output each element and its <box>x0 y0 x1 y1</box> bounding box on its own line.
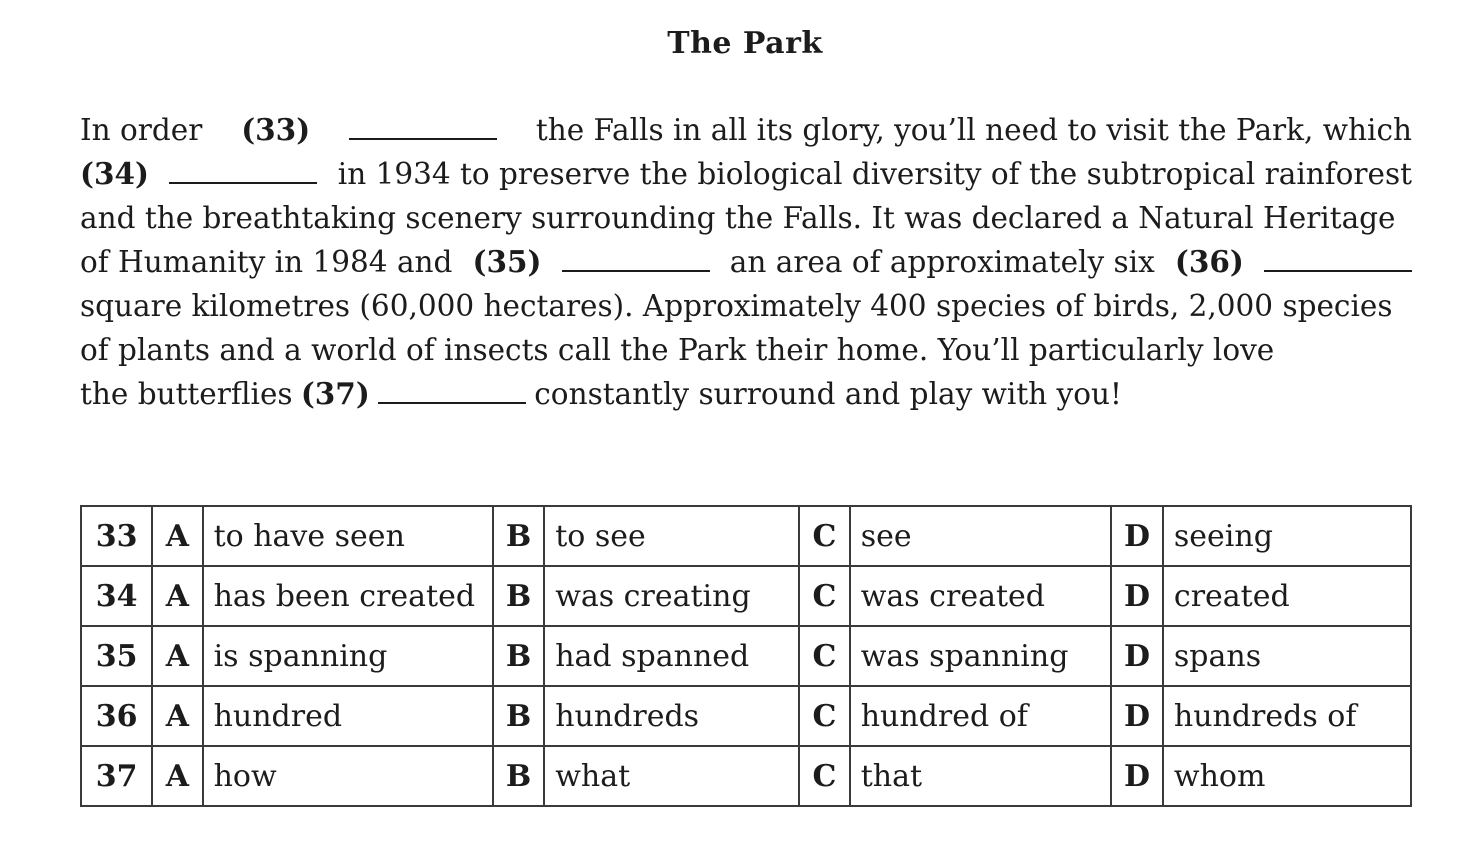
passage-text: In order <box>80 113 203 147</box>
gap-blank-33 <box>349 108 497 140</box>
option-letter-d: D <box>1111 686 1163 746</box>
option-d[interactable]: hundreds of <box>1163 686 1411 746</box>
option-letter-c: C <box>799 626 850 686</box>
gap-blank-37 <box>378 372 526 404</box>
option-letter-d: D <box>1111 626 1163 686</box>
option-a[interactable]: has been created <box>203 566 493 626</box>
table-row <box>81 566 1411 626</box>
gap-number-35: (35) <box>472 244 542 279</box>
option-d[interactable]: created <box>1163 566 1411 626</box>
passage-text: an area of approximately six <box>729 245 1155 279</box>
passage-line-7 <box>80 372 1412 416</box>
table-row <box>81 686 1411 746</box>
passage-text: and the breathtaking scenery surrounding the Falls. It was declared a Natural Heritage <box>80 201 1396 235</box>
option-letter-c: C <box>799 566 850 626</box>
passage-line-3 <box>80 196 1412 240</box>
option-letter-c: C <box>799 686 850 746</box>
question-number: 34 <box>81 566 152 626</box>
passage-line-1 <box>80 108 1412 152</box>
option-b[interactable]: had spanned <box>544 626 799 686</box>
table-row <box>81 626 1411 686</box>
option-d[interactable]: seeing <box>1163 506 1411 566</box>
table-row <box>81 746 1411 806</box>
passage-line-2 <box>80 152 1412 196</box>
option-letter-d: D <box>1111 566 1163 626</box>
question-number: 37 <box>81 746 152 806</box>
page-title: The Park <box>667 26 823 61</box>
option-a[interactable]: is spanning <box>203 626 493 686</box>
option-c[interactable]: see <box>850 506 1111 566</box>
question-number: 33 <box>81 506 152 566</box>
option-letter-b: B <box>493 746 544 806</box>
passage-text: the Falls in all its glory, you’ll need to visit the Park, which <box>535 113 1412 147</box>
gap-number-34: (34) <box>80 156 149 191</box>
option-letter-d: D <box>1111 746 1163 806</box>
gap-number-37: (37) <box>300 376 370 411</box>
option-c[interactable]: was spanning <box>850 626 1111 686</box>
option-b[interactable]: was creating <box>544 566 799 626</box>
passage-text: constantly surround and play with you! <box>534 377 1122 411</box>
option-letter-b: B <box>493 506 544 566</box>
option-a[interactable]: hundred <box>203 686 493 746</box>
table-row <box>81 506 1411 566</box>
option-d[interactable]: whom <box>1163 746 1411 806</box>
option-c[interactable]: that <box>850 746 1111 806</box>
option-letter-a: A <box>152 626 202 686</box>
option-letter-b: B <box>493 686 544 746</box>
option-d[interactable]: spans <box>1163 626 1411 686</box>
option-letter-a: A <box>152 746 202 806</box>
gap-number-36: (36) <box>1174 244 1244 279</box>
gap-blank-35 <box>562 240 710 272</box>
question-number: 36 <box>81 686 152 746</box>
gap-blank-36 <box>1264 240 1412 272</box>
passage-line-6 <box>80 328 1412 372</box>
passage <box>80 108 1412 416</box>
passage-text: of plants and a world of insects call the Park their home. You’ll particularly love <box>80 333 1275 367</box>
passage-line-4 <box>80 240 1412 284</box>
option-letter-d: D <box>1111 506 1163 566</box>
option-letter-a: A <box>152 566 202 626</box>
option-letter-b: B <box>493 566 544 626</box>
option-c[interactable]: was created <box>850 566 1111 626</box>
option-a[interactable]: to have seen <box>203 506 493 566</box>
option-letter-c: C <box>799 506 850 566</box>
option-letter-b: B <box>493 626 544 686</box>
gap-number-33: (33) <box>241 112 311 147</box>
passage-line-5 <box>80 284 1412 328</box>
passage-text: square kilometres (60,000 hectares). Approximately 400 species of birds, 2,000 species <box>80 289 1393 323</box>
option-b[interactable]: hundreds <box>544 686 799 746</box>
option-c[interactable]: hundred of <box>850 686 1111 746</box>
options-table <box>80 505 1412 807</box>
option-a[interactable]: how <box>203 746 493 806</box>
question-number: 35 <box>81 626 152 686</box>
gap-blank-34 <box>169 152 317 184</box>
option-letter-a: A <box>152 686 202 746</box>
passage-text: the butterflies <box>80 377 293 411</box>
option-b[interactable]: what <box>544 746 799 806</box>
option-letter-a: A <box>152 506 202 566</box>
option-b[interactable]: to see <box>544 506 799 566</box>
passage-text: of Humanity in 1984 and <box>80 245 453 279</box>
passage-text: in 1934 to preserve the biological diversity of the subtropical rainforest <box>337 157 1412 191</box>
option-letter-c: C <box>799 746 850 806</box>
